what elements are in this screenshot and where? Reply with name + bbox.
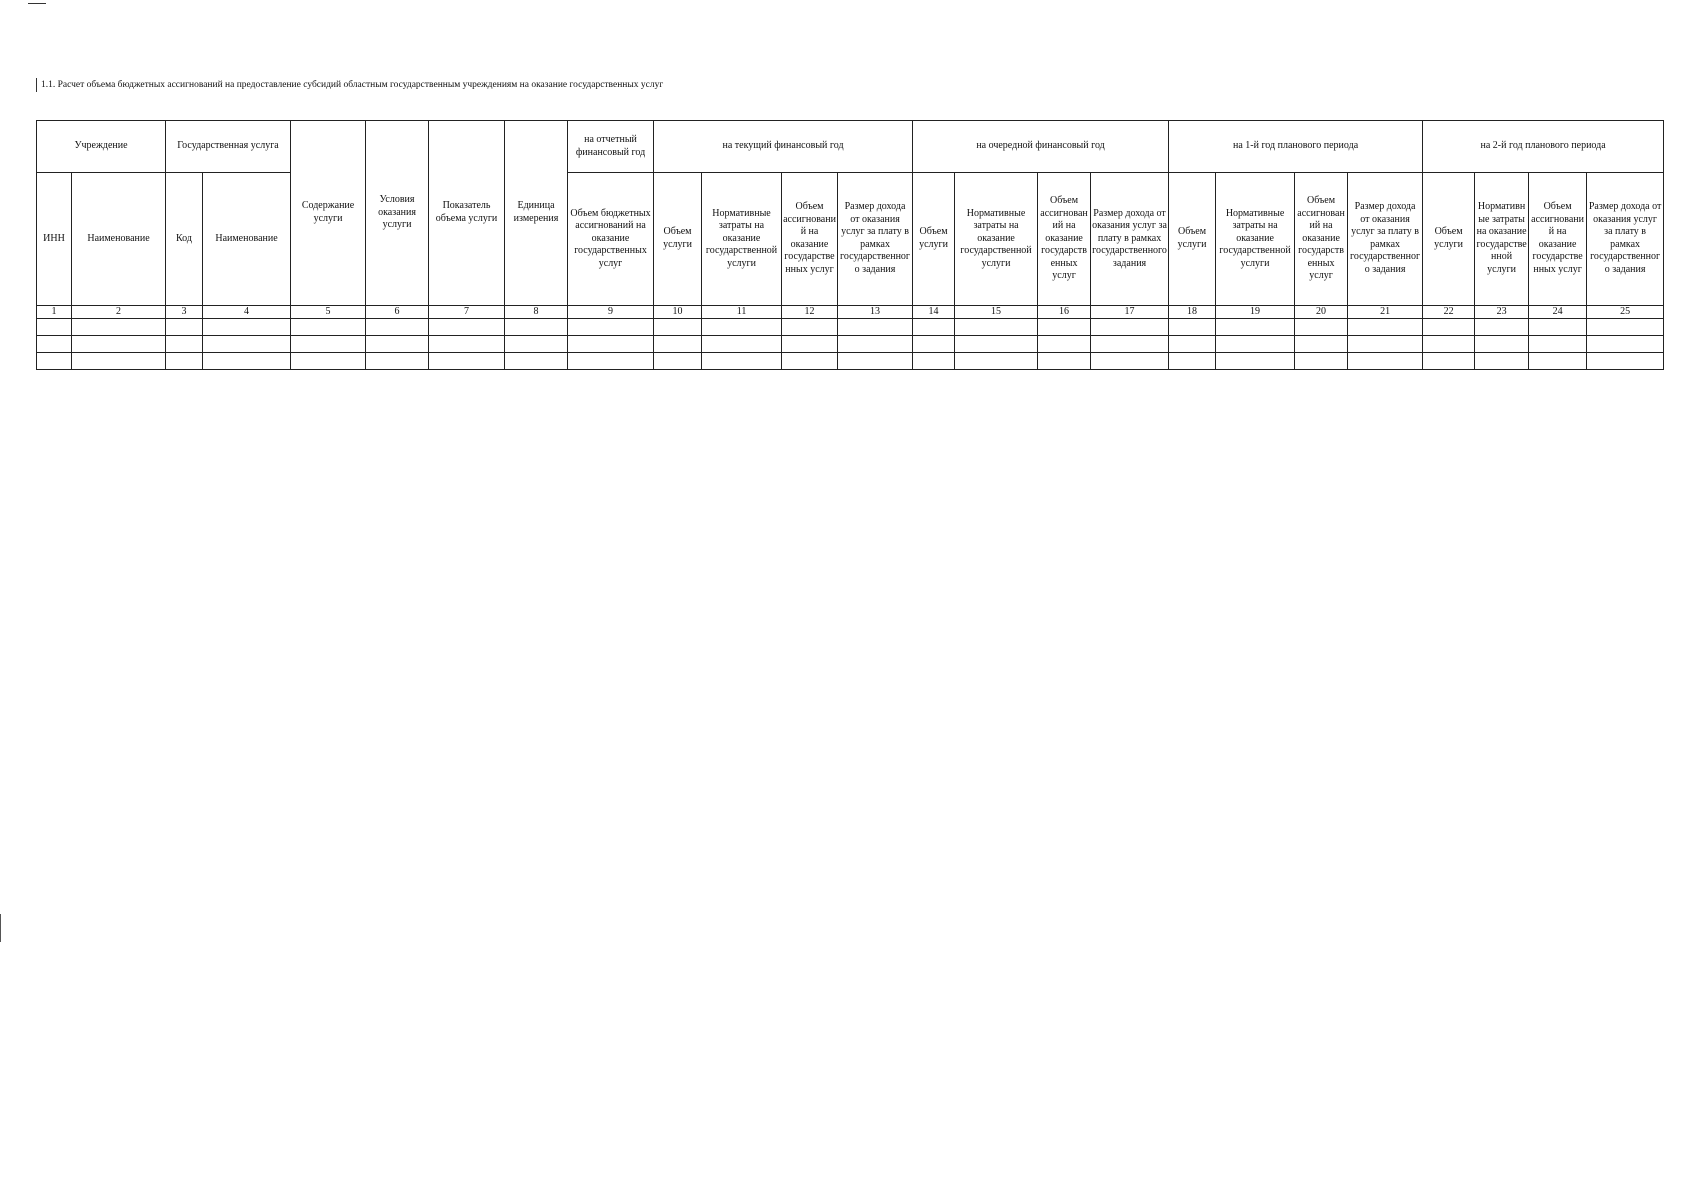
table-cell	[1587, 352, 1664, 369]
table-cell	[1295, 335, 1348, 352]
table-cell	[913, 318, 955, 335]
table-cell	[1348, 335, 1423, 352]
table-cell	[955, 318, 1038, 335]
table-cell	[1169, 352, 1216, 369]
scan-edge-mark	[0, 914, 3, 942]
table-cell	[1587, 318, 1664, 335]
column-number: 13	[838, 305, 913, 318]
column-number: 23	[1475, 305, 1529, 318]
column-number: 24	[1529, 305, 1587, 318]
group-institution: Учреждение	[37, 121, 166, 173]
table-cell	[203, 318, 291, 335]
table-cell	[955, 352, 1038, 369]
table-cell	[505, 318, 568, 335]
column-number: 4	[203, 305, 291, 318]
column-number: 8	[505, 305, 568, 318]
table-cell	[505, 335, 568, 352]
table-cell	[1423, 352, 1475, 369]
group-plan-year-2: на 2-й год планового периода	[1423, 121, 1664, 173]
header-c10: Объем услуги	[654, 173, 702, 306]
table-row	[37, 335, 1664, 352]
column-number: 3	[166, 305, 203, 318]
header-unit: Единица измерения	[505, 121, 568, 306]
table-cell	[654, 352, 702, 369]
table-cell	[291, 335, 366, 352]
table-cell	[1529, 352, 1587, 369]
header-row-columns	[37, 173, 1664, 306]
table-cell	[702, 318, 782, 335]
table-cell	[291, 352, 366, 369]
table-cell	[1475, 352, 1529, 369]
column-number: 11	[702, 305, 782, 318]
table-cell	[702, 352, 782, 369]
header-c25: Размер дохода от оказания услуг за плату в рамках государственного задания	[1587, 173, 1664, 306]
column-number: 15	[955, 305, 1038, 318]
table-cell	[782, 335, 838, 352]
table-cell	[913, 352, 955, 369]
table-cell	[955, 335, 1038, 352]
table-cell	[166, 318, 203, 335]
table-cell	[366, 318, 429, 335]
column-number: 19	[1216, 305, 1295, 318]
table-cell	[838, 335, 913, 352]
header-c19: Нормативные затраты на оказание государственной услуги	[1216, 173, 1295, 306]
table-cell	[37, 335, 72, 352]
table-cell	[1091, 318, 1169, 335]
table-cell	[291, 318, 366, 335]
table-cell	[782, 352, 838, 369]
table-cell	[838, 352, 913, 369]
column-number-row	[37, 305, 1664, 318]
column-number: 10	[654, 305, 702, 318]
column-number: 16	[1038, 305, 1091, 318]
table-cell	[568, 335, 654, 352]
table-cell	[838, 318, 913, 335]
header-institution-name: Наименование	[72, 173, 166, 306]
corner-scan-mark	[28, 3, 46, 4]
header-c24: Объем ассигнований на оказание государственных услуг	[1529, 173, 1587, 306]
table-cell	[429, 318, 505, 335]
column-number: 9	[568, 305, 654, 318]
header-c16: Объем ассигнований на оказание государственных услуг	[1038, 173, 1091, 306]
header-inn: ИНН	[37, 173, 72, 306]
header-c14: Объем услуги	[913, 173, 955, 306]
column-number: 7	[429, 305, 505, 318]
table-row	[37, 318, 1664, 335]
group-current-year: на текущий финансовый год	[654, 121, 913, 173]
table-cell	[72, 335, 166, 352]
column-number: 2	[72, 305, 166, 318]
table-cell	[366, 352, 429, 369]
column-number: 12	[782, 305, 838, 318]
header-c15: Нормативные затраты на оказание государственной услуги	[955, 173, 1038, 306]
table-cell	[1038, 352, 1091, 369]
header-indicator: Показатель объема услуги	[429, 121, 505, 306]
table-cell	[1348, 352, 1423, 369]
column-number: 21	[1348, 305, 1423, 318]
group-service: Государственная услуга	[166, 121, 291, 173]
group-plan-year-1: на 1-й год планового периода	[1169, 121, 1423, 173]
header-c21: Размер дохода от оказания услуг за плату в рамках государственного задания	[1348, 173, 1423, 306]
table-cell	[782, 318, 838, 335]
table-cell	[1216, 335, 1295, 352]
table-cell	[37, 318, 72, 335]
table-cell	[654, 318, 702, 335]
table-cell	[1475, 318, 1529, 335]
header-c22: Объем услуги	[1423, 173, 1475, 306]
table-cell	[1169, 318, 1216, 335]
table-cell	[72, 318, 166, 335]
table-cell	[1216, 352, 1295, 369]
table-cell	[505, 352, 568, 369]
column-number: 17	[1091, 305, 1169, 318]
table-cell	[1295, 352, 1348, 369]
table-cell	[1038, 335, 1091, 352]
table-cell	[166, 352, 203, 369]
table-cell	[429, 352, 505, 369]
table-cell	[913, 335, 955, 352]
table-cell	[1529, 318, 1587, 335]
table-cell	[203, 335, 291, 352]
column-number: 18	[1169, 305, 1216, 318]
table-cell	[1091, 352, 1169, 369]
table-cell	[429, 335, 505, 352]
column-number: 6	[366, 305, 429, 318]
table-row	[37, 352, 1664, 369]
header-c13: Размер дохода от оказания услуг за плату в рамках государственного задания	[838, 173, 913, 306]
table-cell	[568, 352, 654, 369]
header-c17: Размер дохода от оказания услуг за плату в рамках государственного задания	[1091, 173, 1169, 306]
table-cell	[366, 335, 429, 352]
table-cell	[654, 335, 702, 352]
table-cell	[1529, 335, 1587, 352]
header-c12: Объем ассигнований на оказание государственных услуг	[782, 173, 838, 306]
column-number: 14	[913, 305, 955, 318]
table-cell	[1587, 335, 1664, 352]
table-cell	[702, 335, 782, 352]
table-cell	[1091, 335, 1169, 352]
header-c23: Нормативные затраты на оказание государственной услуги	[1475, 173, 1529, 306]
column-number: 25	[1587, 305, 1664, 318]
header-c9: Объем бюджетных ассигнований на оказание государственных услуг	[568, 173, 654, 306]
group-next-year: на очередной финансовый год	[913, 121, 1169, 173]
header-code: Код	[166, 173, 203, 306]
group-report-year: на отчетный финансовый год	[568, 121, 654, 173]
table-cell	[1216, 318, 1295, 335]
table-cell	[1475, 335, 1529, 352]
table-cell	[1038, 318, 1091, 335]
column-number: 5	[291, 305, 366, 318]
header-c18: Объем услуги	[1169, 173, 1216, 306]
table-cell	[166, 335, 203, 352]
column-number: 1	[37, 305, 72, 318]
header-row-groups	[37, 121, 1664, 173]
table-cell	[568, 318, 654, 335]
header-conditions: Условия оказания услуги	[366, 121, 429, 306]
table-cell	[1423, 318, 1475, 335]
document-heading: 1.1. Расчет объема бюджетных ассигнований на предоставление субсидий областным государственным учреждениям на оказание государственных услуг	[36, 78, 663, 92]
table-cell	[1295, 318, 1348, 335]
table-cell	[1169, 335, 1216, 352]
header-c20: Объем ассигнований на оказание государственных услуг	[1295, 173, 1348, 306]
column-number: 20	[1295, 305, 1348, 318]
column-number: 22	[1423, 305, 1475, 318]
table-cell	[1423, 335, 1475, 352]
header-content: Содержание услуги	[291, 121, 366, 306]
header-c11: Нормативные затраты на оказание государственной услуги	[702, 173, 782, 306]
header-service-name: Наименование	[203, 173, 291, 306]
table-cell	[37, 352, 72, 369]
budget-allocation-table	[36, 120, 1664, 370]
table-cell	[72, 352, 166, 369]
table-cell	[1348, 318, 1423, 335]
table-cell	[203, 352, 291, 369]
